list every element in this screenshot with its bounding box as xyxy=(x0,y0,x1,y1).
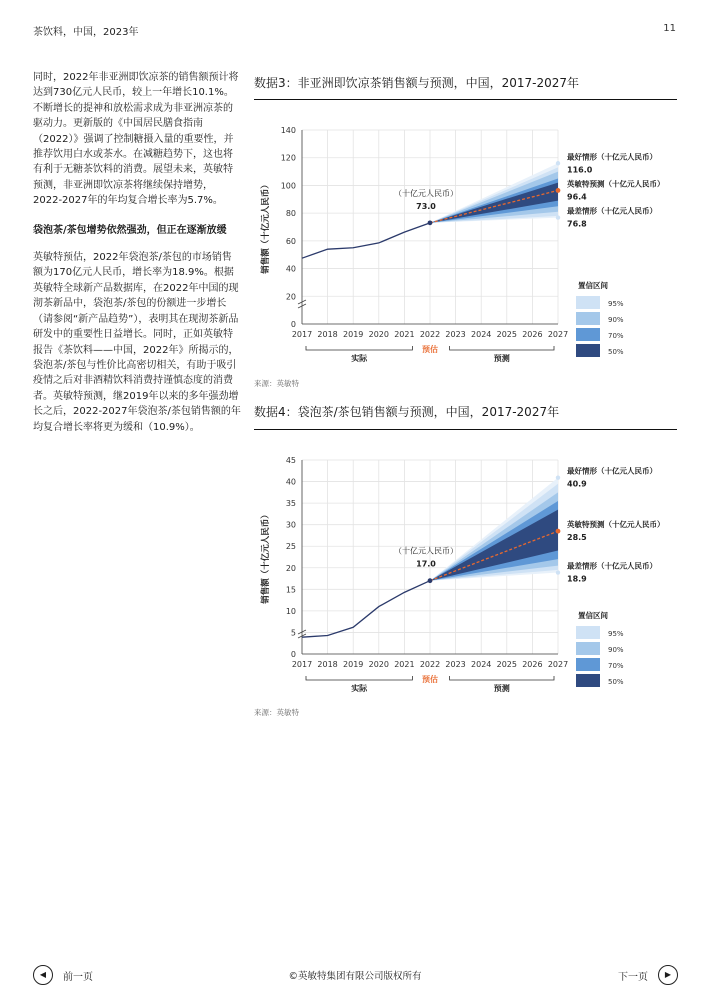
best-case-title: 最好情形（十亿元人民币） xyxy=(567,466,657,476)
x-tick-label: 2025 xyxy=(496,330,517,339)
x-tick-label: 2017 xyxy=(291,660,313,669)
x-tick-label: 2018 xyxy=(317,330,338,339)
x-tick-label: 2024 xyxy=(471,660,492,669)
y-tick-label: 5 xyxy=(290,628,296,638)
legend-label: 90% xyxy=(608,646,624,654)
best-case-value: 40.9 xyxy=(567,479,587,489)
x-tick-label: 2026 xyxy=(522,660,543,669)
y-tick-label: 80 xyxy=(285,209,296,219)
x-tick-label: 2019 xyxy=(343,660,364,669)
worst-case-title: 最差情形（十亿元人民币） xyxy=(567,561,657,571)
prev-page-label: 前一页 xyxy=(63,972,93,983)
worst-case-title: 最差情形（十亿元人民币） xyxy=(567,206,657,216)
actual-bracket xyxy=(306,346,412,350)
forecast-title: 英敏特预测（十亿元人民币） xyxy=(567,520,665,530)
y-axis-label: 销售额（十亿元人民币） xyxy=(261,180,271,274)
actual-group-label: 实际 xyxy=(351,684,368,693)
best-case-title: 最好情形（十亿元人民币） xyxy=(567,152,657,162)
actual-bracket xyxy=(306,676,412,680)
y-tick-label: 120 xyxy=(280,153,296,163)
x-tick-label: 2023 xyxy=(445,660,466,669)
forecast-bracket xyxy=(450,346,554,350)
legend-label: 50% xyxy=(608,678,624,686)
figure-3-title: 数据3：非亚洲即饮凉茶销售额与预测，中国，2017-2027年 xyxy=(254,76,580,90)
estimate-point xyxy=(428,220,433,225)
page-number: 11 xyxy=(663,23,676,34)
forecast-value: 28.5 xyxy=(567,533,587,543)
legend-label: 95% xyxy=(608,630,624,638)
x-tick-label: 2019 xyxy=(343,330,364,339)
y-tick-label: 25 xyxy=(285,542,296,552)
best-case-value: 116.0 xyxy=(567,165,593,175)
section-heading: 袋泡茶/茶包增势依然强劲，但正在逐渐放缓 xyxy=(33,224,227,236)
arrow-right-icon: ▶ xyxy=(658,965,678,985)
figure-3-source: 来源：英敏特 xyxy=(254,379,299,388)
annotation-unit: （十亿元人民币） xyxy=(394,188,458,198)
x-tick-label: 2017 xyxy=(291,330,313,339)
y-tick-label: 40 xyxy=(285,264,296,274)
paragraph-1: 同时，2022年非亚洲即饮凉茶的销售额预计将达到730亿元人民币，较上一年增长10.1%。不断增长的提神和放松需求成为非亚洲凉茶的驱动力。更新版的《中国居民膳食指南（2022）》强调了控制糖摄入量的重要性，并推荐饮用白水或茶水。在减糖趋势下，这也将有利于无糖茶饮料的消费。展望未来，英敏特预测，非亚洲即饮凉茶将继续保持增势，2022-2027年的年均复合增长率为5.7%。 xyxy=(33,72,239,207)
figure-4-rule xyxy=(254,429,677,430)
y-tick-label: 10 xyxy=(285,606,296,616)
y-tick-label: 45 xyxy=(285,456,296,465)
x-tick-label: 2023 xyxy=(445,330,466,339)
y-tick-label: 20 xyxy=(285,563,296,573)
y-tick-label: 35 xyxy=(285,499,296,509)
x-tick-label: 2022 xyxy=(419,660,441,669)
forecast-marker xyxy=(556,529,561,534)
legend-label: 70% xyxy=(608,332,624,340)
estimate-group-label: 预估 xyxy=(422,345,438,354)
legend-swatch xyxy=(576,674,600,687)
annotation-value: 73.0 xyxy=(416,201,436,211)
report-header-title: 茶饮料，中国，2023年 xyxy=(33,27,139,38)
x-tick-label: 2020 xyxy=(368,660,389,669)
legend-label: 50% xyxy=(608,348,624,356)
legend-title: 置信区间 xyxy=(578,611,608,620)
y-tick-label: 0 xyxy=(290,320,296,329)
worst-case-marker xyxy=(556,215,560,219)
x-tick-label: 2020 xyxy=(368,330,389,339)
chart-figure-3 xyxy=(254,118,677,370)
x-tick-label: 2026 xyxy=(522,330,543,339)
forecast-group-label: 预测 xyxy=(493,354,510,363)
footer xyxy=(0,965,710,987)
legend-swatch xyxy=(576,344,600,357)
legend-label: 95% xyxy=(608,300,624,308)
estimate-point xyxy=(428,578,433,583)
x-tick-label: 2021 xyxy=(394,330,415,339)
chart-figure-4 xyxy=(254,448,677,700)
figure-4-source: 来源：英敏特 xyxy=(254,708,299,717)
actual-group-label: 实际 xyxy=(351,354,368,363)
legend-swatch xyxy=(576,658,600,671)
body-text-column xyxy=(33,70,241,449)
x-tick-label: 2025 xyxy=(496,660,517,669)
forecast-bracket xyxy=(450,676,554,680)
y-tick-label: 40 xyxy=(285,477,296,487)
annotation-value: 17.0 xyxy=(416,559,436,569)
legend-swatch xyxy=(576,312,600,325)
y-tick-label: 20 xyxy=(285,292,296,302)
x-tick-label: 2021 xyxy=(394,660,415,669)
forecast-marker xyxy=(556,188,561,193)
worst-case-value: 18.9 xyxy=(567,574,587,584)
x-tick-label: 2022 xyxy=(419,330,441,339)
y-tick-label: 140 xyxy=(280,126,296,135)
forecast-value: 96.4 xyxy=(567,192,587,202)
legend-swatch xyxy=(576,642,600,655)
figure-4-title: 数据4：袋泡茶/茶包销售额与预测，中国，2017-2027年 xyxy=(254,405,560,419)
x-tick-label: 2027 xyxy=(547,660,569,669)
legend-swatch xyxy=(576,626,600,639)
x-tick-label: 2018 xyxy=(317,660,338,669)
y-axis-label: 销售额（十亿元人民币） xyxy=(261,510,271,604)
x-tick-label: 2027 xyxy=(547,330,569,339)
legend-swatch xyxy=(576,296,600,309)
copyright: ©英敏特集团有限公司版权所有 xyxy=(288,971,422,982)
paragraph-2: 英敏特预估，2022年袋泡茶/茶包的市场销售额为170亿元人民币，增长率为18.9%。根据英敏特全球新产品数据库，在2022年中国的现沏茶新品中，袋泡茶/茶包的份额进一步增长（请参阅“新产品趋势”），表明其在现沏茶新品研发中的重要性日益增长。同时，正如英敏特报告《茶饮料——中国，2022年》所揭示的，袋泡茶/茶包与性价比高密切相关，有助于吸引疫情之后对非酒精饮料消费持谨慎态度的消费者。英敏特预测，继2019年以来的多年强劲增长之后，2022-2027年袋泡茶/茶包销售额的年均复合增长率将更为缓和（10.9%）。 xyxy=(33,252,241,433)
x-tick-label: 2024 xyxy=(471,330,492,339)
arrow-left-icon: ◀ xyxy=(33,965,53,985)
legend-swatch xyxy=(576,328,600,341)
best-case-marker xyxy=(556,475,560,479)
y-tick-label: 60 xyxy=(285,236,296,246)
best-case-marker xyxy=(556,161,560,165)
forecast-group-label: 预测 xyxy=(493,684,510,693)
estimate-group-label: 预估 xyxy=(422,675,438,684)
worst-case-value: 76.8 xyxy=(567,219,587,229)
y-tick-label: 100 xyxy=(280,181,296,191)
next-page-label: 下一页 xyxy=(618,972,648,983)
y-tick-label: 30 xyxy=(285,520,296,530)
legend-label: 70% xyxy=(608,662,624,670)
legend-title: 置信区间 xyxy=(578,281,608,290)
figure-3-rule xyxy=(254,99,677,100)
worst-case-marker xyxy=(556,570,560,574)
legend-label: 90% xyxy=(608,316,624,324)
y-tick-label: 0 xyxy=(290,650,296,659)
y-tick-label: 15 xyxy=(285,585,296,595)
annotation-unit: （十亿元人民币） xyxy=(394,546,458,556)
forecast-title: 英敏特预测（十亿元人民币） xyxy=(567,179,665,189)
